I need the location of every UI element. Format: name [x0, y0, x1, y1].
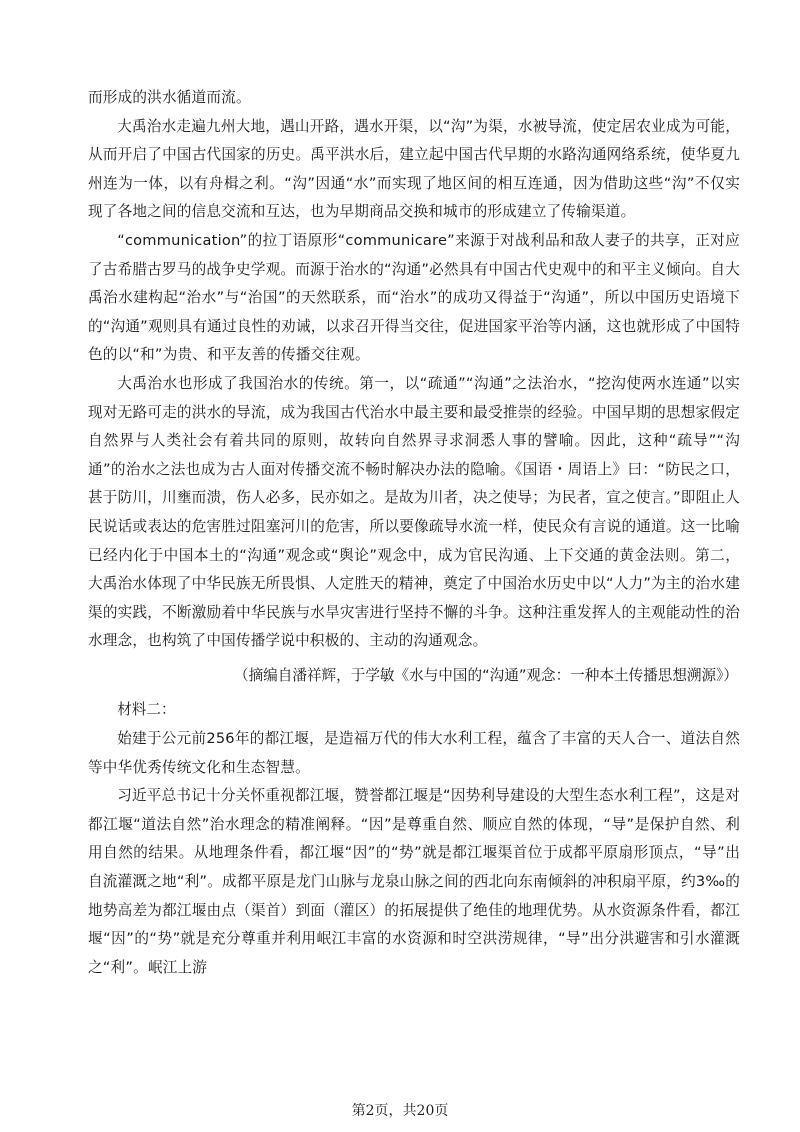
paragraph-tradition: 大禹治水也形成了我国治水的传统。第一，以“疏通”“沟通”之法治水，“挖沟使两水连通”以实现对无路可走的洪水的导流，成为我国古代治水中最主要和最受推崇的经验。中国早期的思想家假定自然界与人类社会有着共同的原则，故转向自然界寻求洞悉人事的譬喻。因此，这种“疏导”“沟通”的治水之法也成为古人面对传播交流不畅时解决办法的隐喻。《国语・周语上》曰：“防民之口，甚于防川，川壅而溃，伤人必多，民亦如之。是故为川者，决之使导；为民者，宣之使言。”即阻止人民说话或表达的危害胜过阻塞河川的危害，所以要像疏导水流一样，使民众有言说的通道。这一比喻已经内化于中国本土的“沟通”观念或“舆论”观念中，成为官民沟通、上下交通的黄金法则。第二，大禹治水体现了中华民族无所畏惧、人定胜天的精神，奠定了中国治水历史中以“人力”为主的治水建渠的实践，不断激励着中华民族与水旱灾害进行坚持不懈的斗争。这种注重发挥人的主观能动性的治水理念，也构筑了中国传播学说中积极的、主动的沟通观念。: [88, 374, 740, 650]
paragraph-dayu-flood: 大禹治水走遍九州大地，遇山开路，遇水开渠，以“沟”为渠，水被导流，使定居农业成为可能，从而开启了中国古代国家的历史。禹平洪水后，建立起中国古代早期的水路沟通网络系统，使华夏九州连为一体，以有舟楫之利。“沟”因通“水”而实现了地区间的相互连通，因为借助这些“沟”不仅实现了各地之间的信息交流和互达，也为早期商品交换和城市的形成建立了传输渠道。: [88, 117, 740, 221]
document-body: [88, 84, 740, 982]
source-citation: （摘编自潘祥辉，于学敏《水与中国的“沟通”观念：一种本土传播思想溯源》）: [233, 666, 738, 684]
paragraph-continuation: 而形成的洪水循道而流。: [88, 89, 251, 106]
paragraph-dujiangyan-intro: 始建于公元前256年的都江堰，是造福万代的伟大水利工程，蕴含了丰富的天人合一、道法自然等中华优秀传统文化和生态智慧。: [88, 730, 740, 776]
paragraph-dujiangyan-detail: 习近平总书记十分关怀重视都江堰，赞誉都江堰是“因势利导建设的大型生态水利工程”，这是对都江堰“道法自然”治水理念的精准阐释。“因”是尊重自然、顺应自然的体现，“导”是保护自然、利用自然的结果。从地理条件看，都江堰“因”的“势”就是都江堰渠首位于成都平原扇形顶点，“导”出自流灌溉之地“利”。成都平原是龙门山脉与龙泉山脉之间的西北向东南倾斜的冲积扇平原，约3‰的地势高差为都江堰由点（渠首）到面（灌区）的拓展提供了绝佳的地理优势。从水资源条件看，都江堰“因”的“势”就是充分尊重并利用岷江丰富的水资源和时空洪涝规律，“导”出分洪避害和引水灌溉之“利”。岷江上游: [88, 787, 740, 976]
paragraph-communication: “communication”的拉丁语原形“communicare”来源于对战利品和敌人妻子的共享，正对应了古希腊古罗马的战争史学观。而源于治水的“沟通”必然具有中国古代史观中的和平主义倾向。自大禹治水建构起“治水”与“治国”的天然联系，而“治水”的成功又得益于“沟通”，所以中国历史语境下的“沟通”观则具有通过良性的劝诫，以求召开得当交往，促进国家平治等内涵，这也就形成了中国特色的以“和”为贵、和平友善的传播交往观。: [88, 231, 740, 364]
page-number: 第2页，共20页: [351, 1103, 449, 1119]
material-label: 材料二：: [117, 701, 176, 719]
